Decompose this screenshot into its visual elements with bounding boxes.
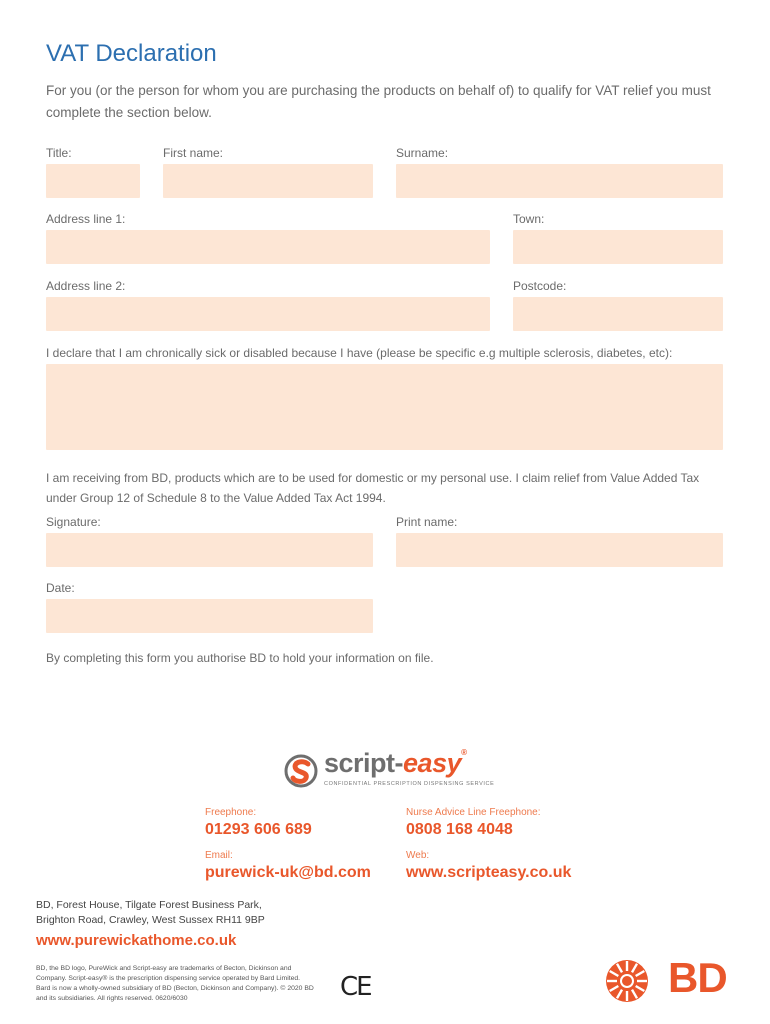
script-easy-logo-text <box>324 748 467 779</box>
nurse-line-label: Nurse Advice Line Freephone: <box>406 807 541 818</box>
authorise-text: By completing this form you authorise BD to hold your information on file. <box>46 651 434 665</box>
logo-registered: ® <box>461 748 467 757</box>
address2-field[interactable] <box>46 297 490 331</box>
address1-field[interactable] <box>46 230 490 264</box>
address2-label: Address line 2: <box>46 279 126 293</box>
ce-mark-icon: CE <box>340 972 371 1002</box>
bd-starburst-icon <box>596 954 658 1004</box>
first-name-field[interactable] <box>163 164 373 198</box>
condition-field[interactable] <box>46 364 723 450</box>
receiving-statement: I am receiving from BD, products which are to be used for domestic or my personal use. I claim relief from Value Added Tax under Group 12 of Schedule 8 to the Value Added Tax Act 1994. <box>46 471 700 505</box>
script-easy-logo-icon <box>284 754 318 788</box>
title-field[interactable] <box>46 164 140 198</box>
company-address <box>36 898 265 928</box>
logo-brand-main: script- <box>324 748 404 778</box>
web-label: Web: <box>406 850 430 861</box>
signature-field[interactable] <box>46 533 373 567</box>
address-line-1: BD, Forest House, Tilgate Forest Business Park, <box>36 899 262 911</box>
signature-label: Signature: <box>46 515 101 529</box>
print-name-field[interactable] <box>396 533 723 567</box>
date-field[interactable] <box>46 599 373 633</box>
town-field[interactable] <box>513 230 723 264</box>
print-name-label: Print name: <box>396 515 458 529</box>
surname-label: Surname: <box>396 146 449 160</box>
bd-logo-text: BD <box>668 954 727 1001</box>
surname-field[interactable] <box>396 164 723 198</box>
legal-text: BD, the BD logo, PureWick and Script-easy are trademarks of Becton, Dickinson and Company. Script-easy® is the prescription dispensing service operated by Bard Limited. Bard is now a wholly-owned subsidiary of BD (Becton, Dickinson and Company). © 2020 BD and its subsidiaries. All rights reserved. 0620/6030 <box>36 965 314 1002</box>
address1-label: Address line 1: <box>46 212 126 226</box>
first-name-label: First name: <box>163 146 224 160</box>
date-label: Date: <box>46 581 75 595</box>
town-label: Town: <box>513 212 545 226</box>
web-link[interactable]: www.scripteasy.co.uk <box>406 864 572 881</box>
declaration-label: I declare that I am chronically sick or disabled because I have (please be specific e.g multiple sclerosis, diabetes, etc): <box>46 346 673 360</box>
logo-brand-accent: easy <box>403 748 462 778</box>
nurse-line-number[interactable]: 0808 168 4048 <box>406 821 513 838</box>
logo-tagline: CONFIDENTIAL PRESCRIPTION DISPENSING SERVICE <box>324 781 495 787</box>
address-line-2: Brighton Road, Crawley, West Sussex RH11 9BP <box>36 914 265 926</box>
email-label: Email: <box>205 850 233 861</box>
title-label: Title: <box>46 146 72 160</box>
page-title: VAT Declaration <box>46 40 217 67</box>
freephone-number[interactable]: 01293 606 689 <box>205 821 312 838</box>
email-link[interactable]: purewick-uk@bd.com <box>205 864 371 881</box>
intro-text: For you (or the person for whom you are purchasing the products on behalf of) to qualify for VAT relief you must complete the section below. <box>46 83 711 120</box>
purewick-website-link[interactable]: www.purewickathome.co.uk <box>36 932 237 949</box>
postcode-field[interactable] <box>513 297 723 331</box>
freephone-label: Freephone: <box>205 807 257 818</box>
postcode-label: Postcode: <box>513 279 567 293</box>
